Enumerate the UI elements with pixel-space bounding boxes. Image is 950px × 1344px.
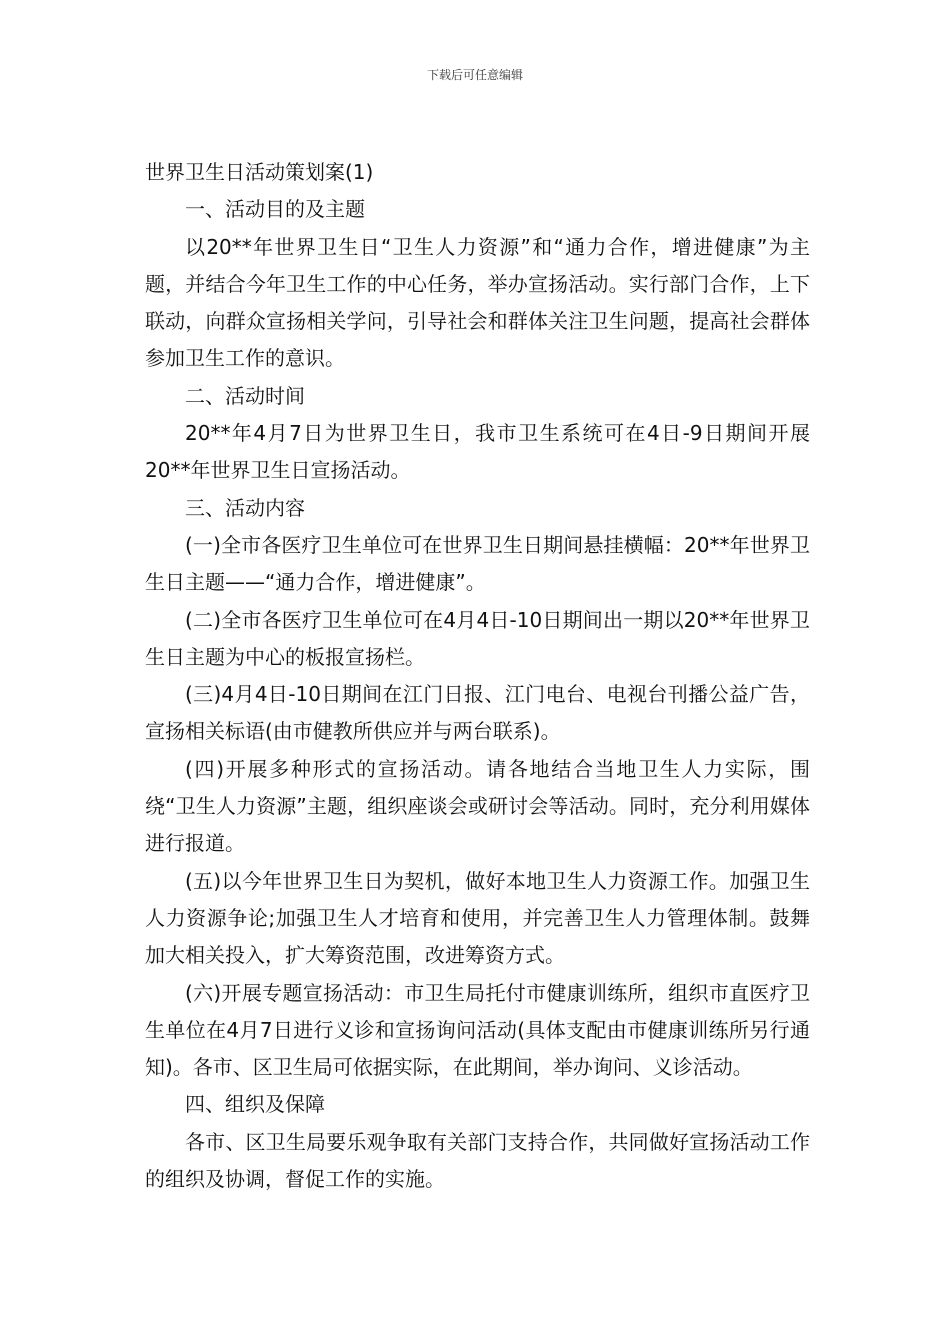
paragraph-purpose: 以20**年世界卫生日“卫生人力资源”和“通力合作，增进健康”为主题，并结合今年卫生工作的中心任务，举办宣扬活动。实行部门合作，上下联动，向群众宣扬相关学问，引导社会和群体关注卫生问题，提高社会群体参加卫生工作的意识。 (145, 234, 810, 371)
paragraph-organization: 各市、区卫生局要乐观争取有关部门支持合作，共同做好宣扬活动工作的组织及协调，督促工作的实施。 (145, 1129, 810, 1192)
content-item-2: (二)全市各医疗卫生单位可在4月4日-10日期间出一期以20**年世界卫生日主题为中心的板报宣扬栏。 (145, 607, 810, 669)
section-heading-3: 三、活动内容 (185, 495, 305, 520)
section-heading-2: 二、活动时间 (185, 383, 305, 408)
content-item-4: (四)开展多种形式的宣扬活动。请各地结合当地卫生人力实际，围绕“卫生人力资源”主题，组织座谈会或研讨会等活动。同时，充分利用媒体进行报道。 (145, 756, 810, 856)
section-heading-4: 四、组织及保障 (185, 1092, 325, 1117)
content-item-1: (一)全市各医疗卫生单位可在世界卫生日期间悬挂横幅：20**年世界卫生日主题——“通力合作，增进健康”。 (145, 532, 810, 595)
content-item-3: (三)4月4日-10日期间在江门日报、江门电台、电视台刊播公益广告，宣扬相关标语(由市健教所供应并与两台联系)。 (145, 682, 810, 744)
content-item-5: (五)以今年世界卫生日为契机，做好本地卫生人力资源工作。加强卫生人力资源争论;加强卫生人才培育和使用，并完善卫生人力管理体制。鼓舞加大相关投入，扩大筹资范围，改进筹资方式。 (145, 868, 810, 968)
content-item-6: (六)开展专题宣扬活动：市卫生局托付市健康训练所，组织市直医疗卫生单位在4月7日进行义诊和宣扬询问活动(具体支配由市健康训练所另行通知)。各市、区卫生局可依据实际，在此期间，举办询问、义诊活动。 (145, 980, 810, 1080)
document-body (145, 154, 810, 1198)
header-note: 下载后可任意编辑 (426, 68, 523, 82)
document-title: 世界卫生日活动策划案(1) (145, 160, 374, 184)
paragraph-time: 20**年4月7日为世界卫生日，我市卫生系统可在4日-9日期间开展20**年世界卫生日宣扬活动。 (145, 421, 810, 483)
section-heading-1: 一、活动目的及主题 (185, 197, 365, 222)
